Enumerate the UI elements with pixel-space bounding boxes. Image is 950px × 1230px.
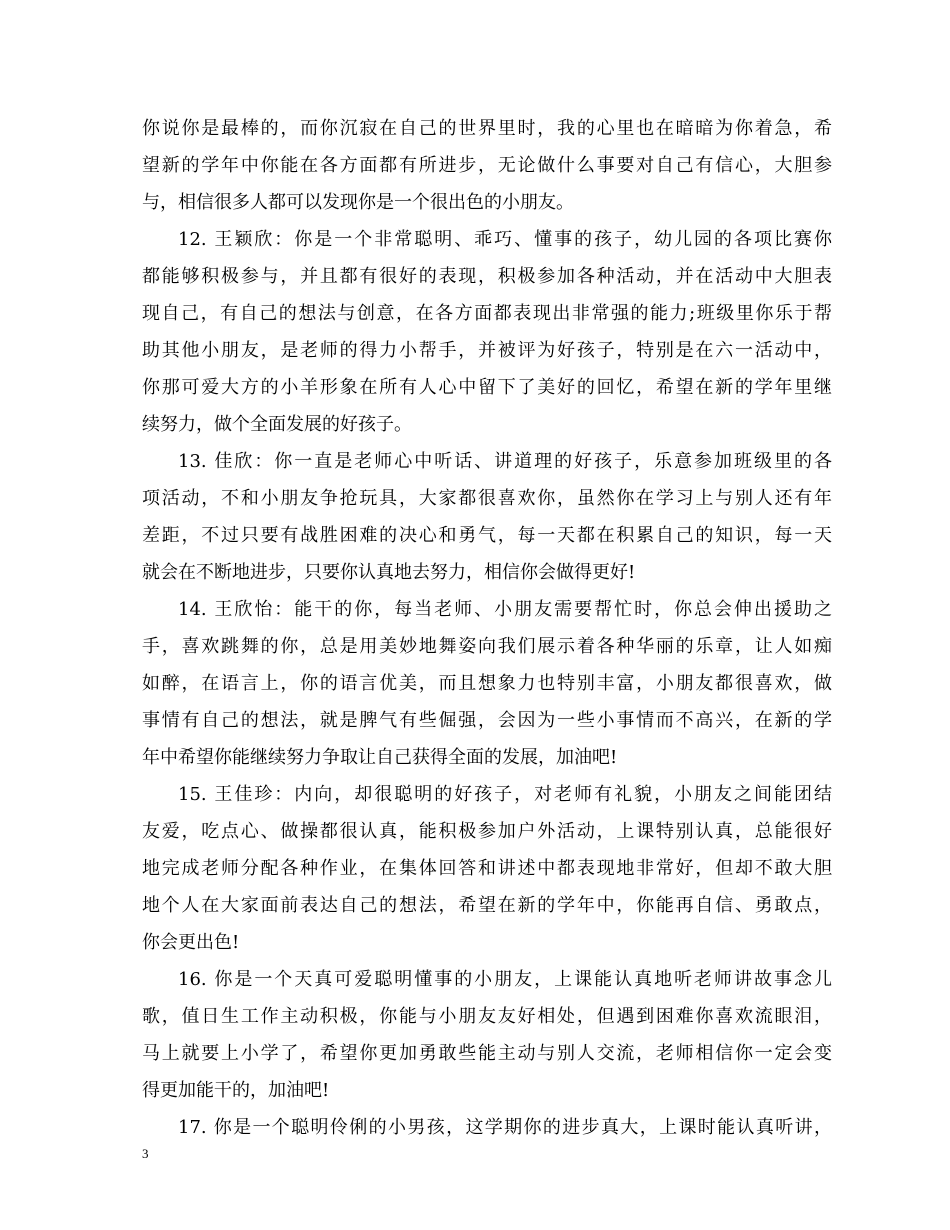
text-line: 地个人在大家面前表达自己的想法，希望在新的学年中，你能再自信、勇敢点， (142, 895, 832, 916)
text-line: 手，喜欢跳舞的你，总是用美妙地舞姿向我们展示着各种华丽的乐章，让人如痴 (142, 636, 832, 657)
text-line: 都能够积极参与，并且都有很好的表现，积极参加各种活动，并在活动中大胆表 (142, 266, 832, 287)
text-line: 就会在不断地进步，只要你认真地去努力，相信你会做得更好! (142, 562, 636, 583)
text-line: 如醉，在语言上，你的语言优美，而且想象力也特别丰富，小朋友都很喜欢，做 (142, 673, 832, 694)
paragraph-item-16 (142, 961, 832, 1109)
text-line: 15. 王佳珍：内向，却很聪明的好孩子，对老师有礼貌，小朋友之间能团结 (178, 784, 832, 805)
paragraph (142, 110, 832, 221)
text-line: 得更加能干的，加油吧! (142, 1080, 330, 1101)
paragraph-item-13 (142, 443, 832, 591)
paragraph-item-14 (142, 591, 832, 776)
text-line: 差距，不过只要有战胜困难的决心和勇气，每一天都在积累自己的知识，每一天 (142, 525, 832, 546)
text-line: 现自己，有自己的想法与创意，在各方面都表现出非常强的能力;班级里你乐于帮 (142, 303, 832, 324)
paragraph-item-12 (142, 221, 832, 443)
text-line: 助其他小朋友，是老师的得力小帮手，并被评为好孩子，特别是在六一活动中， (142, 340, 832, 361)
text-line: 马上就要上小学了，希望你更加勇敢些能主动与别人交流，老师相信你一定会变 (142, 1043, 832, 1064)
text-line: 你说你是最棒的，而你沉寂在自己的世界里时，我的心里也在暗暗为你着急，希 (142, 118, 832, 139)
text-line: 14. 王欣怡：能干的你，每当老师、小朋友需要帮忙时，你总会伸出援助之 (178, 599, 832, 620)
text-line: 事情有自己的想法，就是脾气有些倔强，会因为一些小事情而不高兴，在新的学 (142, 710, 832, 731)
text-line: 续努力，做个全面发展的好孩子。 (142, 414, 412, 435)
page-number: 3 (142, 1146, 149, 1161)
text-line: 12. 王颖欣：你是一个非常聪明、乖巧、懂事的孩子，幼儿园的各项比赛你 (178, 229, 832, 250)
paragraph-item-17 (142, 1109, 832, 1146)
text-line: 你会更出色! (142, 932, 240, 953)
text-line: 望新的学年中你能在各方面都有所进步，无论做什么事要对自己有信心，大胆参 (142, 155, 832, 176)
text-line: 友爱，吃点心、做操都很认真，能积极参加户外活动，上课特别认真，总能很好 (142, 821, 832, 842)
text-line: 地完成老师分配各种作业，在集体回答和讲述中都表现地非常好，但却不敢大胆 (142, 858, 832, 879)
document-body (142, 110, 832, 1146)
text-line: 歌，值日生工作主动积极，你能与小朋友友好相处，但遇到困难你喜欢流眼泪， (142, 1006, 832, 1027)
text-line: 13. 佳欣：你一直是老师心中听话、讲道理的好孩子，乐意参加班级里的各 (178, 451, 832, 472)
text-line: 17. 你是一个聪明伶俐的小男孩，这学期你的进步真大，上课时能认真听讲， (178, 1117, 832, 1138)
text-line: 你那可爱大方的小羊形象在所有人心中留下了美好的回忆，希望在新的学年里继 (142, 377, 832, 398)
paragraph-item-15 (142, 776, 832, 961)
text-line: 16. 你是一个天真可爱聪明懂事的小朋友，上课能认真地听老师讲故事念儿 (178, 969, 832, 990)
text-line: 与，相信很多人都可以发现你是一个很出色的小朋友。 (142, 192, 574, 213)
text-line: 项活动，不和小朋友争抢玩具，大家都很喜欢你，虽然你在学习上与别人还有年 (142, 488, 832, 509)
text-line: 年中希望你能继续努力争取让自己获得全面的发展，加油吧! (142, 747, 618, 768)
